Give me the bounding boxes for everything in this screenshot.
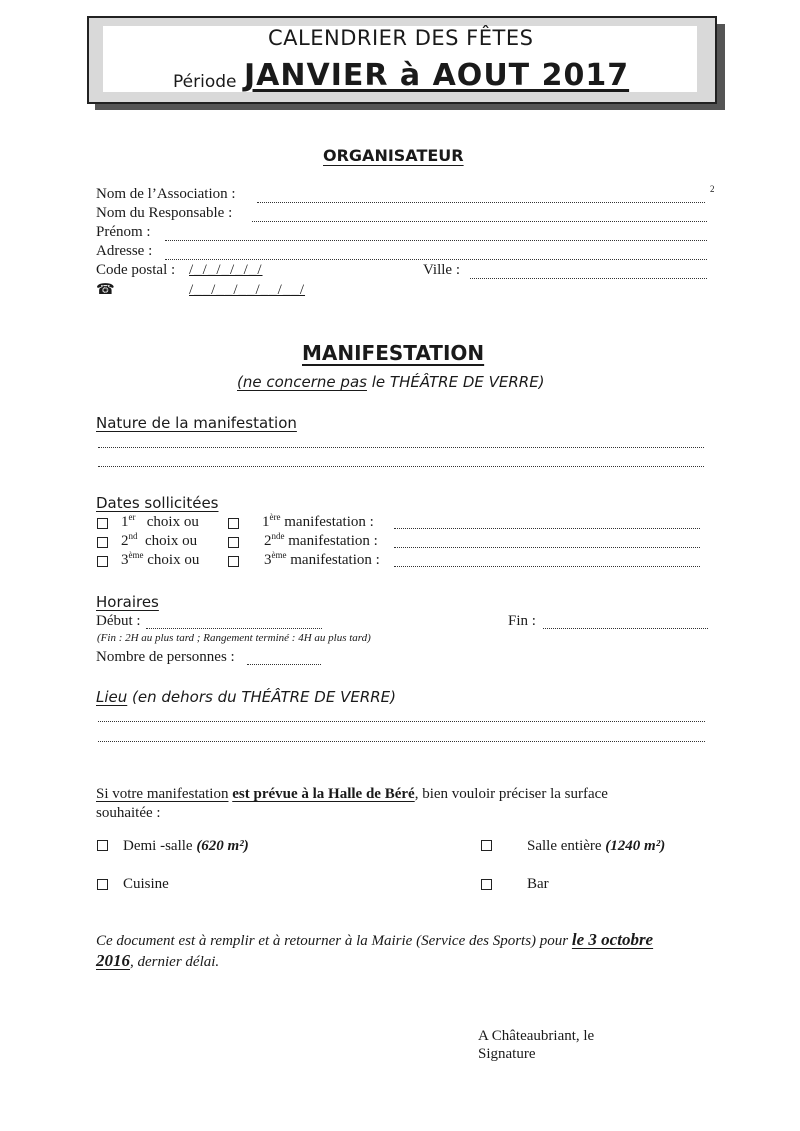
prenom-field[interactable] [165,240,707,241]
date-1-field[interactable] [394,528,700,529]
halle-text-line2: souhaitée : [96,805,161,821]
demi-salle-checkbox[interactable] [97,840,108,851]
fin-field[interactable] [543,628,708,629]
lieu-label-underlined: Lieu [96,688,128,706]
date-2-choice: 2nd choix ou [121,531,198,549]
personnes-field[interactable] [247,664,321,665]
dates-label: Dates sollicitées [96,494,219,512]
date-1-choice-checkbox[interactable] [97,518,108,529]
ville-field[interactable] [470,278,707,279]
nature-label: Nature de la manifestation [96,414,297,432]
periode-label: Période [173,72,237,92]
lieu-field-line1[interactable] [98,721,705,722]
deadline-date: le 3 octobre [571,930,654,949]
date-1-manif-label: 1ère manifestation : [262,512,374,530]
deadline-year: 2016 [96,951,130,970]
cuisine-checkbox[interactable] [97,879,108,890]
document-title: CALENDRIER DES FÊTES [268,26,534,50]
prenom-label: Prénom : [96,224,151,240]
organisateur-title: ORGANISATEUR [323,146,464,165]
code-postal-label: Code postal : [96,262,176,278]
date-2-manif-checkbox[interactable] [228,537,239,548]
salle-entiere-label: Salle entière (1240 m²) [527,838,666,854]
halle-text-underlined: Si votre manifestation [96,786,229,802]
nature-field-line2[interactable] [98,466,704,467]
lieu-label-rest: (en dehors du THÉÂTRE DE VERRE) [127,688,396,706]
debut-field[interactable] [146,628,322,629]
date-2-field[interactable] [394,547,700,548]
adresse-field[interactable] [165,259,707,260]
subtitle-underlined: (ne concerne pas [237,373,367,391]
bar-label: Bar [527,876,549,892]
date-1-manif-checkbox[interactable] [228,518,239,529]
instruction-line2 [96,951,219,971]
date-3-manif-label: 3ème manifestation : [264,550,380,568]
horaires-note: (Fin : 2H au plus tard ; Rangement terminé : 4H au plus tard) [97,632,371,644]
periode-value: JANVIER à AOUT 2017 [244,58,630,93]
manifestation-subtitle [237,373,545,391]
date-3-choice: 3ème choix ou [121,550,200,568]
demi-salle-label: Demi -salle (620 m²) [123,838,249,854]
phone-icon: ☎ [96,282,115,298]
responsable-label: Nom du Responsable : [96,205,233,221]
date-2-choice-checkbox[interactable] [97,537,108,548]
manifestation-title: MANIFESTATION [302,341,485,365]
place-label: A Châteaubriant, le [478,1028,595,1044]
responsable-field[interactable] [252,221,707,222]
horaires-label: Horaires [96,593,159,611]
instruction-line1 [96,930,653,950]
fin-label: Fin : [508,613,536,629]
halle-text-bold: est prévue à la Halle de Béré [232,786,415,802]
lieu-field-line2[interactable] [98,741,705,742]
association-field[interactable] [257,202,705,203]
footnote-marker: 2 [710,184,715,194]
code-postal-field[interactable]: /_/_/_/_/_/ [189,262,263,278]
deadline-suffix: , dernier délai. [130,954,220,970]
nature-field-line1[interactable] [98,447,704,448]
signature-label: Signature [478,1046,536,1062]
date-3-choice-checkbox[interactable] [97,556,108,567]
lieu-label [96,688,396,706]
halle-text-line1 [96,786,608,803]
bar-checkbox[interactable] [481,879,492,890]
adresse-label: Adresse : [96,243,153,259]
ville-label: Ville : [423,262,461,278]
personnes-label: Nombre de personnes : [96,649,235,665]
date-2-manif-label: 2nde manifestation : [264,531,378,549]
date-3-field[interactable] [394,566,700,567]
association-label: Nom de l’Association : [96,186,236,202]
cuisine-label: Cuisine [123,876,169,892]
phone-field[interactable]: /__/__/__/__/__/ [189,282,306,298]
date-3-manif-checkbox[interactable] [228,556,239,567]
salle-entiere-checkbox[interactable] [481,840,492,851]
instruction-text: Ce document est à remplir et à retourner à la Mairie (Service des Sports) pour [96,933,569,949]
subtitle-rest: le THÉÂTRE DE VERRE) [366,373,545,391]
date-1-choice: 1er choix ou [121,512,199,530]
halle-text-rest: , bien vouloir préciser la surface [414,786,608,802]
debut-label: Début : [96,613,141,629]
